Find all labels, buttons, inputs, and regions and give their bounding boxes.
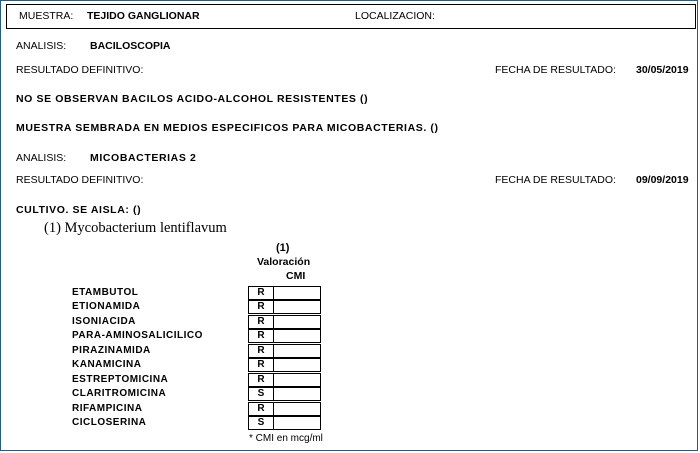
table-col-title-cmi: CMI <box>286 270 306 282</box>
cmi-value-cell <box>273 416 321 430</box>
muestra-label: MUESTRA: <box>19 10 74 22</box>
drug-name: PARA-AMINOSALICILICO <box>72 330 203 341</box>
drug-name: ISONIACIDA <box>72 316 136 327</box>
susceptibility-result-cell: R <box>248 402 274 416</box>
analysis2-fecha-value: 09/09/2019 <box>636 174 689 186</box>
susceptibility-result-cell: R <box>248 286 274 300</box>
analysis1-fecha-value: 30/05/2019 <box>636 64 689 76</box>
susceptibility-result-cell: R <box>248 315 274 329</box>
drug-name: CICLOSERINA <box>72 417 147 428</box>
analysis2-value: MICOBACTERIAS 2 <box>90 152 197 164</box>
table-footnote: * CMI en mcg/ml <box>249 433 323 444</box>
analysis1-value: BACILOSCOPIA <box>90 40 171 52</box>
susceptibility-result-cell: S <box>248 416 274 430</box>
susceptibility-result-cell: R <box>248 300 274 314</box>
analysis2-fecha-label: FECHA DE RESULTADO: <box>495 174 616 186</box>
sample-header <box>6 4 696 29</box>
table-col-number: (1) <box>276 242 290 254</box>
cmi-value-cell <box>273 315 321 329</box>
muestra-value: TEJIDO GANGLIONAR <box>87 10 200 22</box>
susceptibility-result-cell: R <box>248 329 274 343</box>
susceptibility-result-cell: S <box>248 387 274 401</box>
susceptibility-result-cell: R <box>248 344 274 358</box>
analysis2-label: ANALISIS: <box>16 152 67 164</box>
cmi-value-cell <box>273 286 321 300</box>
drug-name: ETAMBUTOL <box>72 287 139 298</box>
cmi-value-cell <box>273 329 321 343</box>
analysis1-label: ANALISIS: <box>16 40 67 52</box>
cmi-value-cell <box>273 358 321 372</box>
cmi-value-cell <box>273 300 321 314</box>
analysis1-result-line: NO SE OBSERVAN BACILOS ACIDO-ALCOHOL RESISTENTES () <box>16 93 369 105</box>
susceptibility-result-cell: R <box>248 373 274 387</box>
analysis1-sembrada-line: MUESTRA SEMBRADA EN MEDIOS ESPECIFICOS PARA MICOBACTERIAS. () <box>16 122 439 134</box>
cmi-value-cell <box>273 387 321 401</box>
susceptibility-result-cell: R <box>248 358 274 372</box>
table-col-title-valoracion: Valoración <box>257 256 311 268</box>
cmi-value-cell <box>273 373 321 387</box>
drug-name: ESTREPTOMICINA <box>72 374 169 385</box>
drug-name: CLARITROMICINA <box>72 388 167 399</box>
drug-name: PIRAZINAMIDA <box>72 345 151 356</box>
drug-name: ETIONAMIDA <box>72 301 141 312</box>
localizacion-label: LOCALIZACION: <box>355 10 435 22</box>
drug-name: RIFAMPICINA <box>72 403 143 414</box>
cmi-value-cell <box>273 344 321 358</box>
analysis2-resultado-label: RESULTADO DEFINITIVO: <box>16 174 144 186</box>
analysis1-fecha-label: FECHA DE RESULTADO: <box>495 64 616 76</box>
analysis1-resultado-label: RESULTADO DEFINITIVO: <box>16 64 144 76</box>
organism-name: (1) Mycobacterium lentiflavum <box>44 220 227 236</box>
cultivo-line: CULTIVO. SE AISLA: () <box>16 204 142 216</box>
cmi-value-cell <box>273 402 321 416</box>
drug-name: KANAMICINA <box>72 359 142 370</box>
